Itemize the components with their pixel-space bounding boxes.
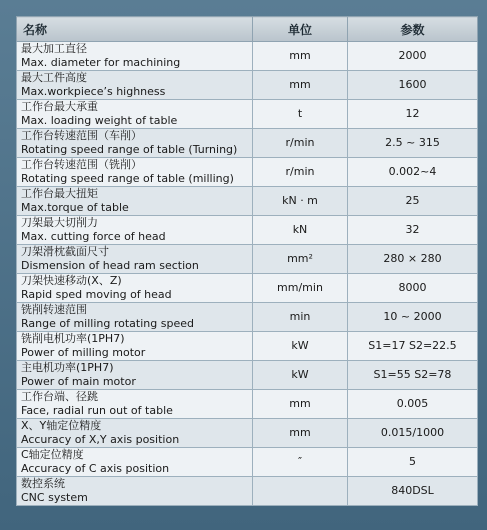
spec-name-cn: 铣削电机功率(1PH7) — [21, 332, 125, 345]
spec-unit: kN — [253, 216, 348, 245]
spec-name-en: Max. loading weight of table — [21, 114, 178, 127]
spec-name-cell — [17, 274, 253, 303]
table-row — [17, 332, 478, 361]
spec-name-cn: 工作台转速范围（车削） — [21, 129, 142, 142]
spec-name-cell — [17, 245, 253, 274]
spec-unit: r/min — [253, 158, 348, 187]
spec-name-cn: 刀架最大切削力 — [21, 216, 98, 229]
spec-name-en: Accuracy of X,Y axis position — [21, 433, 180, 446]
spec-name-en: Power of milling motor — [21, 346, 146, 359]
spec-unit: ″ — [253, 448, 348, 477]
spec-name-cell — [17, 42, 253, 71]
spec-name-cell — [17, 419, 253, 448]
spec-name-cell — [17, 332, 253, 361]
table-row — [17, 216, 478, 245]
spec-value: 0.005 — [348, 390, 478, 419]
table-row — [17, 245, 478, 274]
spec-value: 2.5 ~ 315 — [348, 129, 478, 158]
spec-name-cn: 铣削转速范围 — [21, 303, 87, 316]
spec-value: S1=17 S2=22.5 — [348, 332, 478, 361]
spec-value: 1600 — [348, 71, 478, 100]
table-row — [17, 129, 478, 158]
table-body — [17, 42, 478, 506]
spec-name-en: Max. cutting force of head — [21, 230, 166, 243]
spec-name-en: Rotating speed range of table (milling) — [21, 172, 234, 185]
spec-name-cn: 工作台端、径跳 — [21, 390, 98, 403]
spec-name-en: Face, radial run out of table — [21, 404, 173, 417]
specification-table — [16, 16, 478, 506]
spec-name-cell — [17, 129, 253, 158]
header-name: 名称 — [17, 17, 253, 42]
spec-name-cn: 最大工件高度 — [21, 71, 87, 84]
spec-unit: min — [253, 303, 348, 332]
spec-name-cell — [17, 448, 253, 477]
spec-name-en: Max.workpiece’s highness — [21, 85, 166, 98]
table-row — [17, 390, 478, 419]
spec-value: 25 — [348, 187, 478, 216]
spec-unit: mm — [253, 419, 348, 448]
table-row — [17, 303, 478, 332]
spec-name-cn: 刀架滑枕截面尺寸 — [21, 245, 109, 258]
spec-name-en: Range of milling rotating speed — [21, 317, 194, 330]
table-row — [17, 187, 478, 216]
spec-value: 0.015/1000 — [348, 419, 478, 448]
spec-name-en: Max.torque of table — [21, 201, 129, 214]
spec-name-cn: X、Y轴定位精度 — [21, 419, 102, 432]
spec-value: S1=55 S2=78 — [348, 361, 478, 390]
spec-name-cn: 工作台转速范围（铣削） — [21, 158, 142, 171]
spec-name-cn: 工作台最大承重 — [21, 100, 98, 113]
spec-name-en: Accuracy of C axis position — [21, 462, 170, 475]
table-row — [17, 158, 478, 187]
spec-unit: kW — [253, 361, 348, 390]
spec-value: 32 — [348, 216, 478, 245]
spec-name-en: CNC system — [21, 491, 88, 504]
spec-unit — [253, 477, 348, 506]
spec-value: 0.002~4 — [348, 158, 478, 187]
spec-unit: mm — [253, 42, 348, 71]
spec-unit: t — [253, 100, 348, 129]
spec-name-en: Rotating speed range of table (Turning) — [21, 143, 238, 156]
spec-name-en: Power of main motor — [21, 375, 136, 388]
spec-name-cell — [17, 361, 253, 390]
table-row — [17, 361, 478, 390]
spec-name-en: Dismension of head ram section — [21, 259, 199, 272]
spec-name-cell — [17, 303, 253, 332]
spec-value: 840DSL — [348, 477, 478, 506]
header-value: 参数 — [348, 17, 478, 42]
spec-value: 12 — [348, 100, 478, 129]
spec-unit: r/min — [253, 129, 348, 158]
spec-name-cell — [17, 477, 253, 506]
spec-value: 2000 — [348, 42, 478, 71]
spec-name-cn: 最大加工直径 — [21, 42, 87, 55]
spec-name-cell — [17, 216, 253, 245]
spec-name-cell — [17, 187, 253, 216]
spec-name-cn: 工作台最大扭矩 — [21, 187, 98, 200]
spec-name-cn: 主电机功率(1PH7) — [21, 361, 114, 374]
table-row — [17, 100, 478, 129]
spec-unit: mm — [253, 390, 348, 419]
spec-value: 10 ~ 2000 — [348, 303, 478, 332]
header-unit: 单位 — [253, 17, 348, 42]
spec-value: 280 × 280 — [348, 245, 478, 274]
table-row — [17, 71, 478, 100]
table-row — [17, 419, 478, 448]
spec-unit: mm² — [253, 245, 348, 274]
spec-name-cell — [17, 100, 253, 129]
table-row — [17, 274, 478, 303]
table-row — [17, 448, 478, 477]
spec-name-en: Rapid sped moving of head — [21, 288, 172, 301]
spec-name-cn: 刀架快速移动(X、Z) — [21, 274, 122, 287]
table-header-row — [17, 17, 478, 42]
spec-unit: kW — [253, 332, 348, 361]
table-row — [17, 477, 478, 506]
spec-name-cell — [17, 158, 253, 187]
spec-value: 5 — [348, 448, 478, 477]
spec-name-cn: C轴定位精度 — [21, 448, 84, 461]
spec-name-cell — [17, 71, 253, 100]
spec-name-en: Max. diameter for machining — [21, 56, 181, 69]
spec-unit: mm/min — [253, 274, 348, 303]
spec-name-cell — [17, 390, 253, 419]
spec-name-cn: 数控系统 — [21, 477, 65, 490]
spec-unit: mm — [253, 71, 348, 100]
spec-unit: kN · m — [253, 187, 348, 216]
table-row — [17, 42, 478, 71]
spec-value: 8000 — [348, 274, 478, 303]
